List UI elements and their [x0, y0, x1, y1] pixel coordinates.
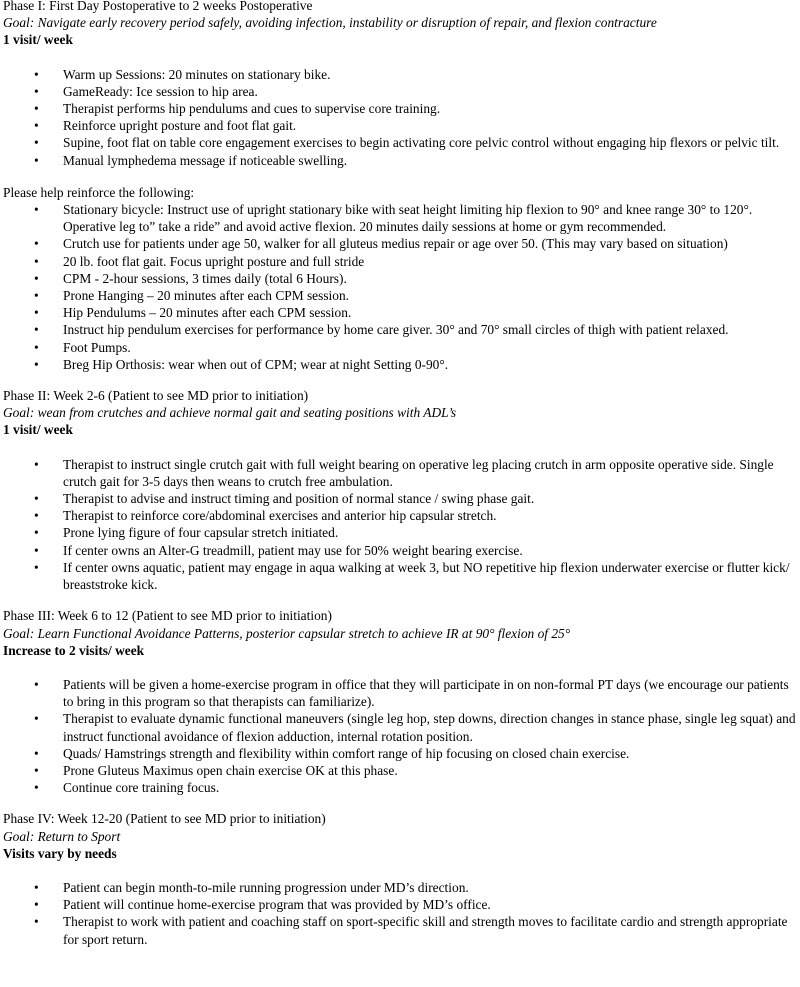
list-item-text: GameReady: Ice session to hip area. [63, 83, 258, 99]
bullet-icon: • [34, 491, 39, 507]
list-item [3, 762, 798, 779]
list-item [3, 490, 798, 507]
list-item [3, 507, 798, 524]
list-item [3, 710, 798, 744]
list-item [3, 235, 798, 252]
phase-3-list [3, 676, 798, 796]
bullet-icon: • [34, 236, 39, 252]
phase-1-goal: Goal: Navigate early recovery period safely, avoiding infection, instability or disruption of repair, and flexion contracture [3, 15, 657, 31]
bullet-icon: • [34, 676, 39, 692]
list-item-text: Prone Gluteus Maximus open chain exercise OK at this phase. [63, 762, 398, 778]
list-item-text: Therapist performs hip pendulums and cues to supervise core training. [63, 101, 441, 117]
phase-4-visits: Visits vary by needs [3, 845, 117, 861]
bullet-icon: • [34, 202, 39, 218]
list-item-text: Reinforce upright posture and foot flat gait. [63, 118, 297, 134]
phase-1-visits: 1 visit/ week [3, 32, 73, 48]
phase-2-section [3, 387, 798, 593]
list-item-text: Supine, foot flat on table core engagement exercises to begin activating core pelvic control without engaging hip flexors or pelvic tilt. [63, 135, 780, 151]
bullet-icon: • [34, 762, 39, 778]
bullet-icon: • [34, 879, 39, 895]
list-item [3, 879, 798, 896]
list-item-text: Quads/ Hamstrings strength and flexibility within comfort range of hip focusing on closed chain exercise. [63, 745, 630, 761]
list-item-text: Prone Hanging – 20 minutes after each CPM session. [63, 288, 349, 304]
list-item [3, 779, 798, 796]
bullet-icon: • [34, 152, 39, 168]
phase-3-visits: Increase to 2 visits/ week [3, 642, 145, 658]
list-item-text: Breg Hip Orthosis: wear when out of CPM; wear at night Setting 0-90°. [63, 356, 449, 372]
bullet-icon: • [34, 66, 39, 82]
phase-4-section [3, 810, 798, 947]
list-item-text: Manual lymphedema message if noticeable swelling. [63, 152, 348, 168]
bullet-icon: • [34, 305, 39, 321]
list-item-text: If center owns aquatic, patient may engage in aqua walking at week 3, but NO repetitive hip flexion underwater exercise or flutter kick/ breaststroke kick. [63, 559, 790, 593]
bullet-icon: • [34, 559, 39, 575]
list-item [3, 456, 798, 490]
list-item [3, 676, 798, 710]
list-item [3, 896, 798, 913]
phase-2-goal: Goal: wean from crutches and achieve normal gait and seating positions with ADL’s [3, 405, 457, 421]
phase-3-goal: Goal: Learn Functional Avoidance Patterns, posterior capsular stretch to achieve IR at 90° flexion of 25° [3, 625, 571, 641]
list-item [3, 524, 798, 541]
bullet-icon: • [34, 542, 39, 558]
list-item-text: Hip Pendulums – 20 minutes after each CPM session. [63, 305, 352, 321]
bullet-icon: • [34, 914, 39, 930]
bullet-icon: • [34, 339, 39, 355]
list-item-text: Patient can begin month-to-mile running progression under MD’s direction. [63, 879, 469, 895]
list-item-text: Continue core training focus. [63, 780, 220, 796]
phase-3-section [3, 607, 798, 796]
list-item-text: Therapist to evaluate dynamic functional maneuvers (single leg hop, step downs, direction changes in stance phase, single leg squat) and instruct functional avoidance of flexion adduction, internal rotation position. [63, 711, 796, 744]
list-item [3, 152, 798, 169]
bullet-icon: • [34, 118, 39, 134]
list-item-text: Therapist to advise and instruct timing and position of normal stance / swing phase gait. [63, 491, 535, 507]
bullet-icon: • [34, 322, 39, 338]
list-item-text: Therapist to reinforce core/abdominal exercises and anterior hip capsular stretch. [63, 508, 497, 524]
list-item-text: Prone lying figure of four capsular stretch initiated. [63, 525, 339, 541]
list-item [3, 321, 798, 338]
list-item-text: CPM - 2-hour sessions, 3 times daily (total 6 Hours). [63, 270, 347, 286]
bullet-icon: • [34, 897, 39, 913]
bullet-icon: • [34, 288, 39, 304]
bullet-icon: • [34, 135, 39, 151]
list-item-text: Stationary bicycle: Instruct use of upright stationary bike with seat height limiting hip flexion to 90° and knee range 30° to 120°. Operative leg to” take a ride” and avoid active flexion. 20 minutes daily sessions at home or gym recommended. [63, 202, 753, 235]
list-item-text: Foot Pumps. [63, 339, 131, 355]
list-item [3, 117, 798, 134]
list-item [3, 100, 798, 117]
bullet-icon: • [34, 83, 39, 99]
list-item-text: If center owns an Alter-G treadmill, patient may use for 50% weight bearing exercise. [63, 542, 523, 558]
phase-1-section [3, 0, 798, 373]
bullet-icon: • [34, 101, 39, 117]
phase-2-list [3, 456, 798, 594]
list-item [3, 913, 798, 947]
list-item-text: Patient will continue home-exercise program that was provided by MD’s office. [63, 897, 491, 913]
bullet-icon: • [34, 456, 39, 472]
phase-2-visits: 1 visit/ week [3, 422, 73, 438]
bullet-icon: • [34, 270, 39, 286]
bullet-icon: • [34, 780, 39, 796]
bullet-icon: • [34, 508, 39, 524]
list-item [3, 270, 798, 287]
list-item-text: Instruct hip pendulum exercises for performance by home care giver. 30° and 70° small circles of thigh with patient relaxed. [63, 322, 729, 338]
phase-3-title: Phase III: Week 6 to 12 (Patient to see MD prior to initiation) [3, 608, 332, 624]
phase-4-goal: Goal: Return to Sport [3, 828, 121, 844]
list-item [3, 745, 798, 762]
list-item [3, 542, 798, 559]
bullet-icon: • [34, 356, 39, 372]
phase-2-title: Phase II: Week 2-6 (Patient to see MD prior to initiation) [3, 388, 309, 404]
list-item [3, 253, 798, 270]
phase-1-title: Phase I: First Day Postoperative to 2 weeks Postoperative [3, 0, 313, 13]
list-item-text: Warm up Sessions: 20 minutes on stationary bike. [63, 66, 331, 82]
list-item [3, 304, 798, 321]
bullet-icon: • [34, 711, 39, 727]
phase-4-title: Phase IV: Week 12-20 (Patient to see MD prior to initiation) [3, 811, 326, 827]
list-item-text: Therapist to work with patient and coaching staff on sport-specific skill and strength moves to facilitate cardio and strength appropriate for sport return. [63, 914, 788, 947]
list-item [3, 66, 798, 83]
bullet-icon: • [34, 525, 39, 541]
bullet-icon: • [34, 745, 39, 761]
phase-1-list [3, 66, 798, 169]
list-item [3, 559, 798, 593]
reinforce-intro: Please help reinforce the following: [3, 184, 195, 200]
list-item [3, 287, 798, 304]
list-item [3, 83, 798, 100]
list-item-text: Crutch use for patients under age 50, walker for all gluteus medius repair or age over 50. (This may vary based on situation) [63, 236, 728, 252]
list-item [3, 201, 798, 235]
list-item [3, 356, 798, 373]
list-item-text: Patients will be given a home-exercise program in office that they will participate in on non-formal PT days (we encourage our patients to bring in this program so that therapists can familiarize). [63, 676, 789, 710]
phase-4-list [3, 879, 798, 948]
reinforce-list [3, 201, 798, 373]
bullet-icon: • [34, 253, 39, 269]
list-item-text: Therapist to instruct single crutch gait with full weight bearing on operative leg placing crutch in arm opposite operative side. Single crutch gait for 3-5 days then weans to crutch free ambulation. [63, 456, 774, 489]
list-item [3, 339, 798, 356]
list-item-text: 20 lb. foot flat gait. Focus upright posture and full stride [63, 253, 365, 269]
list-item [3, 134, 798, 151]
